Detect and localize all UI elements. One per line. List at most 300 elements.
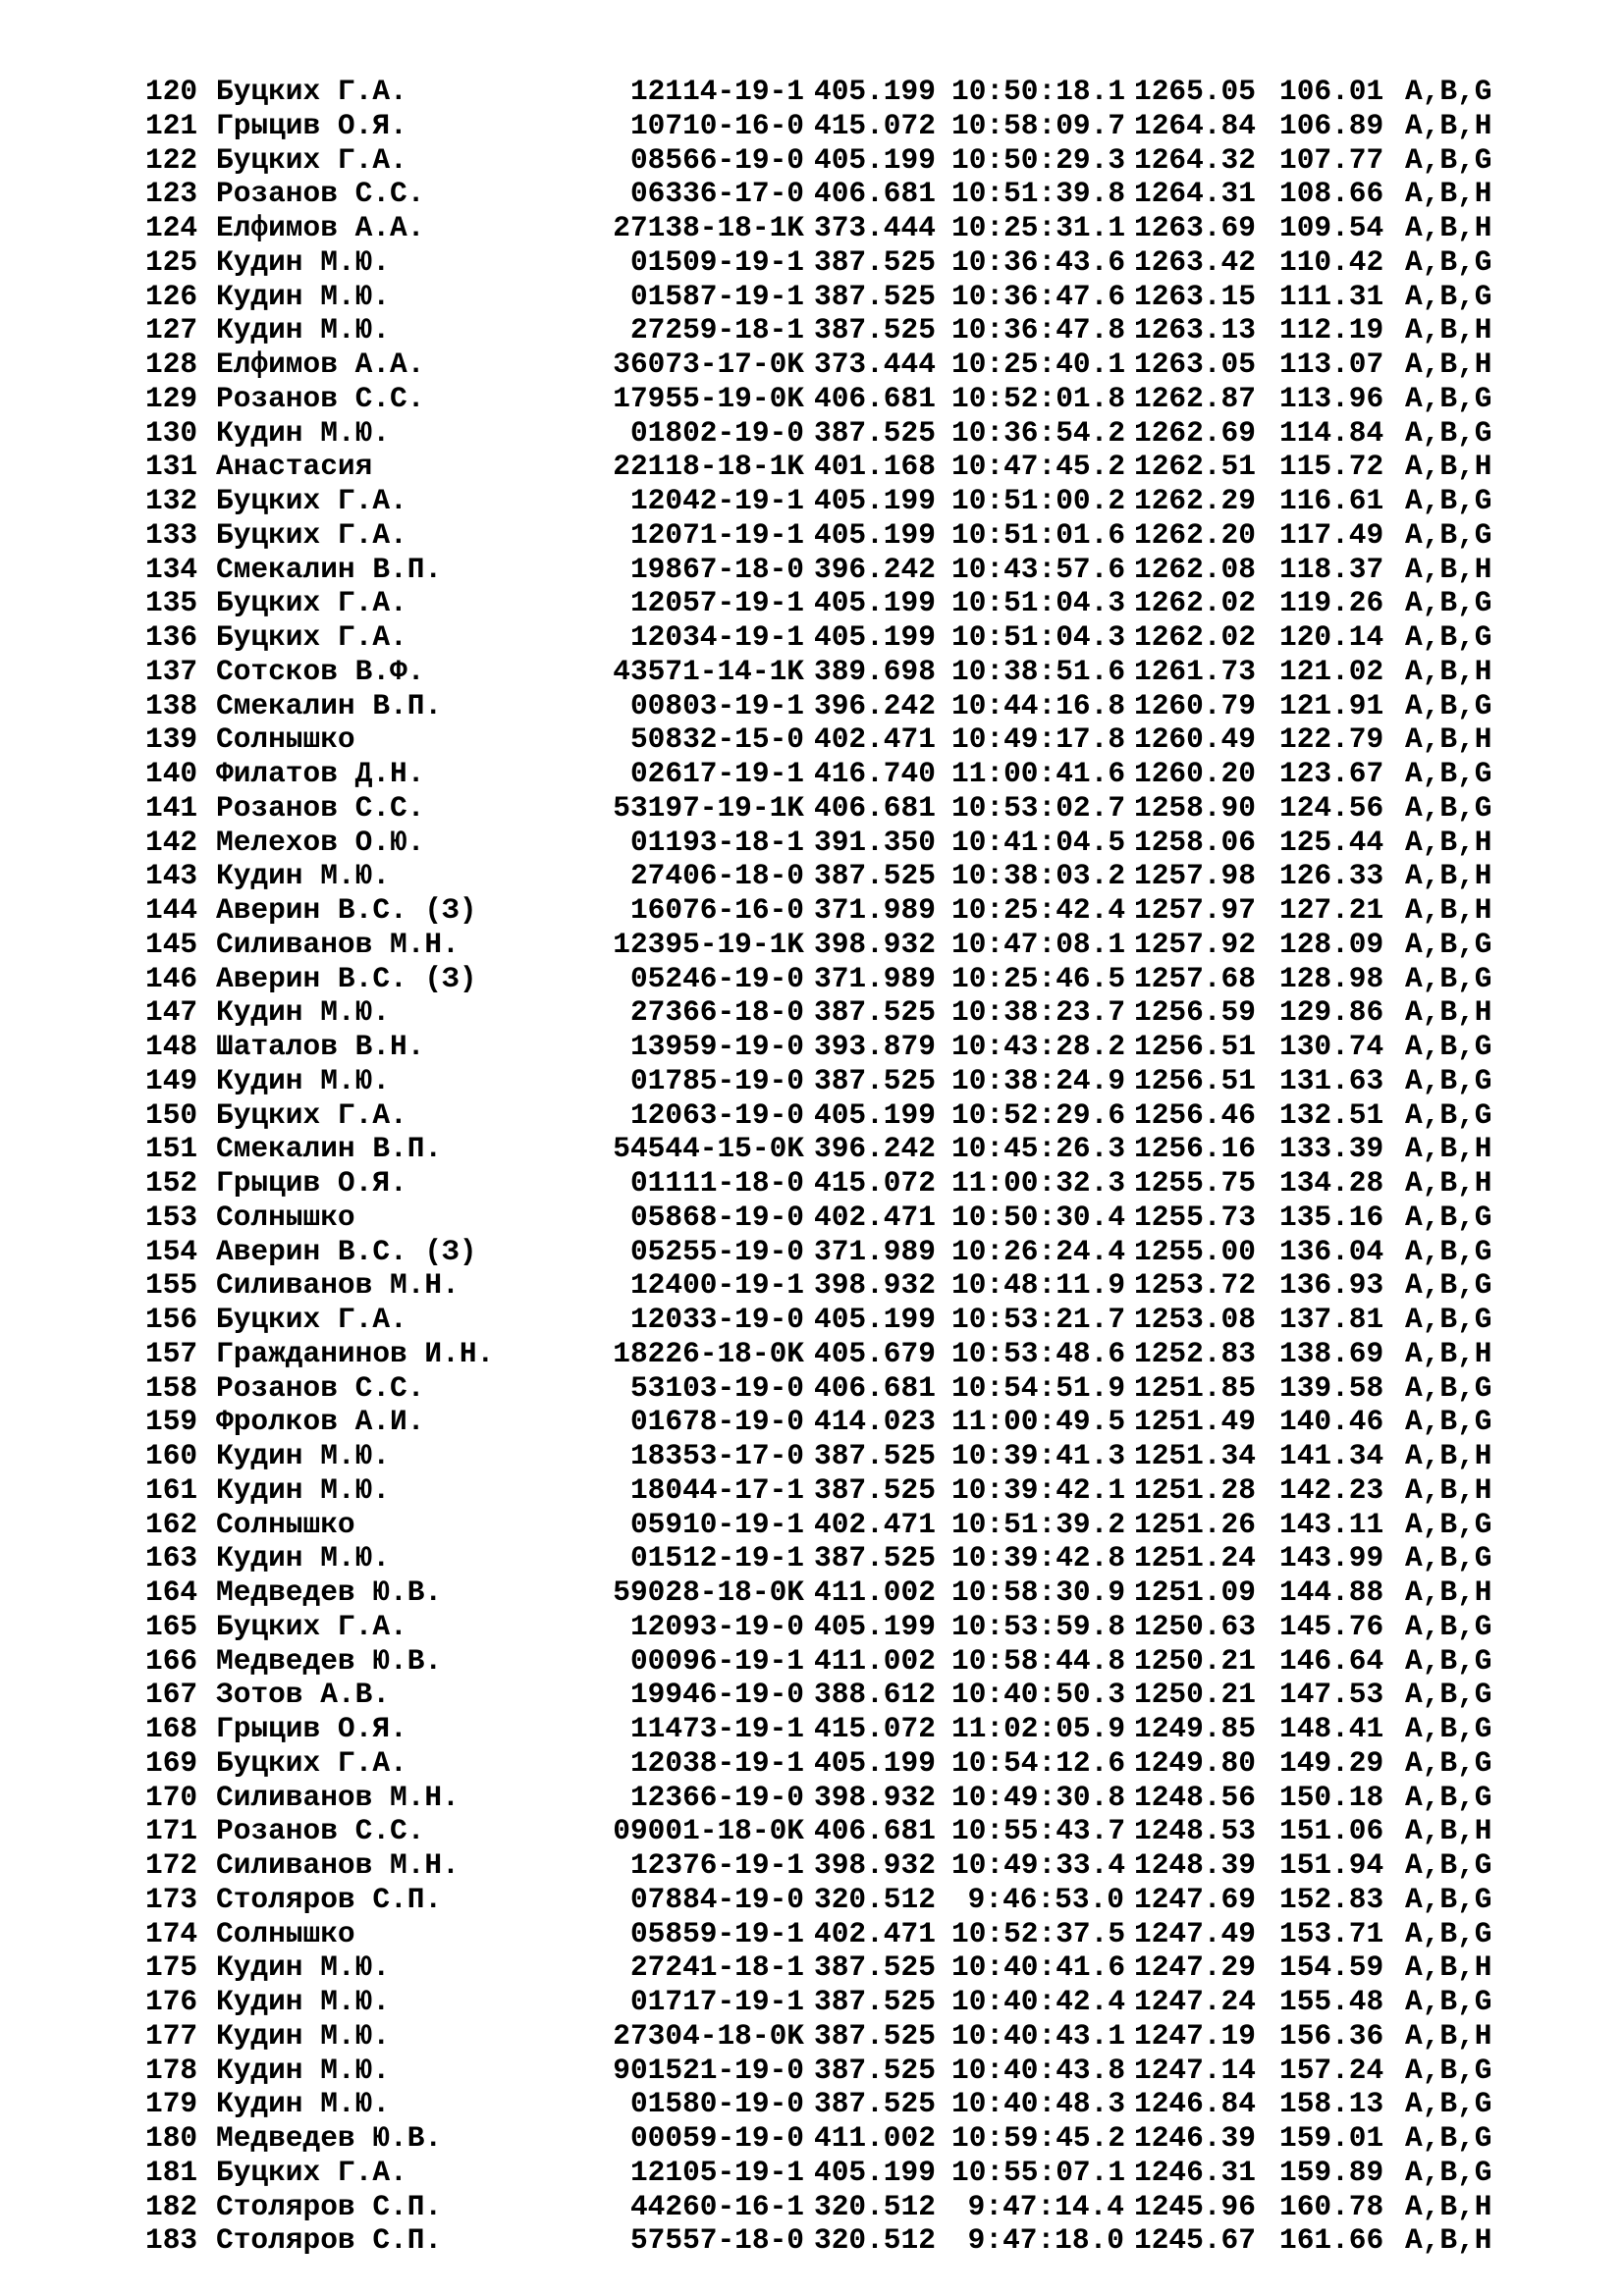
arrival-time: 9:46:53.0 bbox=[967, 1882, 1124, 1916]
speed: 1246.39 bbox=[1134, 2121, 1256, 2155]
coefficient: 149.29 bbox=[1279, 1745, 1384, 1780]
table-row bbox=[145, 689, 1559, 723]
speed: 1257.98 bbox=[1134, 859, 1256, 893]
distance: 387.525 bbox=[814, 2018, 936, 2053]
speed: 1256.51 bbox=[1134, 1030, 1256, 1063]
speed: 1250.63 bbox=[1134, 1609, 1256, 1643]
speed: 1255.00 bbox=[1134, 1234, 1256, 1268]
ring-number: 27241-18-1 bbox=[629, 1950, 804, 1985]
fancier-name: Аверин В.С. (З) bbox=[216, 1234, 477, 1268]
groups: A,B,G bbox=[1405, 1541, 1492, 1575]
place-number: 147 bbox=[145, 995, 198, 1030]
ring-number: 01580-19-0 bbox=[629, 2087, 804, 2121]
place-number: 168 bbox=[145, 1712, 198, 1745]
fancier-name: Грыцив О.Я. bbox=[216, 108, 407, 142]
coefficient: 143.11 bbox=[1279, 1507, 1384, 1541]
distance: 402.471 bbox=[814, 1916, 936, 1950]
coefficient: 148.41 bbox=[1279, 1712, 1384, 1745]
ring-number: 02617-19-1 bbox=[629, 757, 804, 790]
groups: A,B,G bbox=[1405, 75, 1492, 108]
arrival-time: 10:40:50.3 bbox=[951, 1678, 1126, 1712]
table-row bbox=[145, 655, 1559, 689]
table-row bbox=[145, 2190, 1559, 2224]
ring-number: 05910-19-1 bbox=[629, 1507, 804, 1541]
ring-number: 12042-19-1 bbox=[629, 484, 804, 517]
coefficient: 108.66 bbox=[1279, 177, 1384, 211]
table-row bbox=[145, 450, 1559, 484]
ring-number: 13959-19-0 bbox=[629, 1030, 804, 1063]
groups: A,B,H bbox=[1405, 1472, 1492, 1507]
ring-number: 12033-19-0 bbox=[629, 1303, 804, 1336]
arrival-time: 10:53:21.7 bbox=[951, 1303, 1126, 1336]
place-number: 128 bbox=[145, 347, 198, 381]
coefficient: 124.56 bbox=[1279, 790, 1384, 825]
arrival-time: 10:49:30.8 bbox=[951, 1780, 1126, 1814]
coefficient: 131.63 bbox=[1279, 1063, 1384, 1097]
speed: 1262.29 bbox=[1134, 484, 1256, 517]
fancier-name: Смекалин В.П. bbox=[216, 1132, 443, 1166]
arrival-time: 10:36:54.2 bbox=[951, 415, 1126, 450]
speed: 1251.24 bbox=[1134, 1541, 1256, 1575]
groups: A,B,G bbox=[1405, 279, 1492, 313]
ring-number: 12105-19-1 bbox=[629, 2155, 804, 2189]
groups: A,B,H bbox=[1405, 211, 1492, 244]
table-row bbox=[145, 1950, 1559, 1985]
coefficient: 152.83 bbox=[1279, 1882, 1384, 1916]
table-row bbox=[145, 928, 1559, 962]
place-number: 154 bbox=[145, 1234, 198, 1268]
place-number: 165 bbox=[145, 1609, 198, 1643]
distance: 387.525 bbox=[814, 1950, 936, 1985]
fancier-name: Буцких Г.А. bbox=[216, 484, 407, 517]
fancier-name: Кудин М.Ю. bbox=[216, 244, 391, 279]
fancier-name: Силиванов М.Н. bbox=[216, 1268, 460, 1303]
fancier-name: Розанов С.С. bbox=[216, 381, 425, 415]
fancier-name: Грыцив О.Я. bbox=[216, 1166, 407, 1200]
ring-number: 43571-14-1K bbox=[613, 654, 804, 688]
arrival-time: 10:54:12.6 bbox=[951, 1745, 1126, 1780]
place-number: 129 bbox=[145, 381, 198, 415]
coefficient: 129.86 bbox=[1279, 995, 1384, 1030]
arrival-time: 10:51:04.3 bbox=[951, 586, 1126, 620]
groups: A,B,G bbox=[1405, 1268, 1492, 1303]
coefficient: 113.96 bbox=[1279, 381, 1384, 415]
fancier-name: Розанов С.С. bbox=[216, 1814, 425, 1848]
place-number: 130 bbox=[145, 415, 198, 450]
arrival-time: 9:47:18.0 bbox=[967, 2223, 1124, 2258]
place-number: 159 bbox=[145, 1405, 198, 1439]
arrival-time: 10:39:42.8 bbox=[951, 1541, 1126, 1575]
place-number: 163 bbox=[145, 1541, 198, 1575]
distance: 387.525 bbox=[814, 279, 936, 313]
coefficient: 137.81 bbox=[1279, 1303, 1384, 1336]
table-row bbox=[145, 826, 1559, 860]
place-number: 151 bbox=[145, 1132, 198, 1166]
groups: A,B,G bbox=[1405, 1030, 1492, 1063]
arrival-time: 10:38:03.2 bbox=[951, 859, 1126, 893]
coefficient: 133.39 bbox=[1279, 1132, 1384, 1166]
distance: 405.199 bbox=[814, 620, 936, 654]
table-row bbox=[145, 313, 1559, 347]
distance: 398.932 bbox=[814, 1268, 936, 1303]
speed: 1260.49 bbox=[1134, 722, 1256, 757]
arrival-time: 10:40:48.3 bbox=[951, 2087, 1126, 2121]
fancier-name: Солнышко bbox=[216, 722, 355, 757]
ring-number: 01678-19-0 bbox=[629, 1405, 804, 1439]
groups: A,B,G bbox=[1405, 1200, 1492, 1234]
coefficient: 122.79 bbox=[1279, 722, 1384, 757]
fancier-name: Буцких Г.А. bbox=[216, 517, 407, 552]
speed: 1248.53 bbox=[1134, 1814, 1256, 1848]
arrival-time: 11:00:49.5 bbox=[951, 1405, 1126, 1439]
place-number: 120 bbox=[145, 75, 198, 108]
place-number: 152 bbox=[145, 1166, 198, 1200]
ring-number: 59028-18-0K bbox=[613, 1575, 804, 1609]
groups: A,B,G bbox=[1405, 1063, 1492, 1097]
ring-number: 18226-18-0K bbox=[613, 1336, 804, 1370]
coefficient: 142.23 bbox=[1279, 1472, 1384, 1507]
ring-number: 01193-18-1 bbox=[629, 825, 804, 859]
place-number: 156 bbox=[145, 1303, 198, 1336]
distance: 396.242 bbox=[814, 552, 936, 586]
speed: 1256.16 bbox=[1134, 1132, 1256, 1166]
groups: A,B,G bbox=[1405, 790, 1492, 825]
table-row bbox=[145, 2121, 1559, 2156]
arrival-time: 10:51:04.3 bbox=[951, 620, 1126, 654]
arrival-time: 11:02:05.9 bbox=[951, 1712, 1126, 1745]
ring-number: 12093-19-0 bbox=[629, 1609, 804, 1643]
place-number: 155 bbox=[145, 1268, 198, 1303]
speed: 1256.51 bbox=[1134, 1063, 1256, 1097]
distance: 405.199 bbox=[814, 586, 936, 620]
place-number: 176 bbox=[145, 1985, 198, 2018]
groups: A,B,G bbox=[1405, 517, 1492, 552]
coefficient: 128.09 bbox=[1279, 927, 1384, 961]
arrival-time: 10:40:43.8 bbox=[951, 2053, 1126, 2087]
groups: A,B,G bbox=[1405, 2053, 1492, 2087]
arrival-time: 10:50:30.4 bbox=[951, 1200, 1126, 1234]
ring-number: 12038-19-1 bbox=[629, 1745, 804, 1780]
ring-number: 12071-19-1 bbox=[629, 517, 804, 552]
ring-number: 05255-19-0 bbox=[629, 1234, 804, 1268]
fancier-name: Елфимов А.А. bbox=[216, 347, 425, 381]
fancier-name: Кудин М.Ю. bbox=[216, 1541, 391, 1575]
distance: 401.168 bbox=[814, 450, 936, 484]
fancier-name: Медведев Ю.В. bbox=[216, 1575, 443, 1609]
ring-number: 27304-18-0K bbox=[613, 2018, 804, 2053]
groups: A,B,H bbox=[1405, 2189, 1492, 2223]
place-number: 175 bbox=[145, 1950, 198, 1985]
table-row bbox=[145, 1712, 1559, 1746]
arrival-time: 10:52:29.6 bbox=[951, 1097, 1126, 1132]
groups: A,B,H bbox=[1405, 859, 1492, 893]
speed: 1251.49 bbox=[1134, 1405, 1256, 1439]
distance: 406.681 bbox=[814, 790, 936, 825]
ring-number: 06336-17-0 bbox=[629, 177, 804, 211]
place-number: 140 bbox=[145, 757, 198, 790]
place-number: 158 bbox=[145, 1370, 198, 1405]
groups: A,B,H bbox=[1405, 450, 1492, 484]
distance: 373.444 bbox=[814, 211, 936, 244]
arrival-time: 10:26:24.4 bbox=[951, 1234, 1126, 1268]
coefficient: 116.61 bbox=[1279, 484, 1384, 517]
speed: 1262.02 bbox=[1134, 586, 1256, 620]
table-row bbox=[145, 1985, 1559, 2019]
groups: A,B,G bbox=[1405, 381, 1492, 415]
distance: 393.879 bbox=[814, 1030, 936, 1063]
distance: 405.199 bbox=[814, 2155, 936, 2189]
arrival-time: 10:52:01.8 bbox=[951, 381, 1126, 415]
speed: 1262.08 bbox=[1134, 552, 1256, 586]
distance: 371.989 bbox=[814, 1234, 936, 1268]
ring-number: 05859-19-1 bbox=[629, 1916, 804, 1950]
groups: A,B,H bbox=[1405, 313, 1492, 347]
ring-number: 12366-19-0 bbox=[629, 1780, 804, 1814]
table-row bbox=[145, 859, 1559, 893]
table-row bbox=[145, 2054, 1559, 2088]
fancier-name: Кудин М.Ю. bbox=[216, 279, 391, 313]
fancier-name: Силиванов М.Н. bbox=[216, 1848, 460, 1882]
coefficient: 135.16 bbox=[1279, 1200, 1384, 1234]
ring-number: 36073-17-0K bbox=[613, 347, 804, 381]
arrival-time: 10:25:31.1 bbox=[951, 211, 1126, 244]
coefficient: 134.28 bbox=[1279, 1166, 1384, 1200]
speed: 1251.28 bbox=[1134, 1472, 1256, 1507]
fancier-name: Кудин М.Ю. bbox=[216, 1472, 391, 1507]
place-number: 138 bbox=[145, 688, 198, 722]
distance: 406.681 bbox=[814, 177, 936, 211]
groups: A,B,H bbox=[1405, 1950, 1492, 1985]
distance: 387.525 bbox=[814, 244, 936, 279]
speed: 1262.20 bbox=[1134, 517, 1256, 552]
table-row bbox=[145, 1883, 1559, 1917]
groups: A,B,H bbox=[1405, 1132, 1492, 1166]
distance: 405.199 bbox=[814, 484, 936, 517]
speed: 1246.84 bbox=[1134, 2087, 1256, 2121]
fancier-name: Силиванов М.Н. bbox=[216, 927, 460, 961]
groups: A,B,G bbox=[1405, 1507, 1492, 1541]
groups: A,B,G bbox=[1405, 688, 1492, 722]
speed: 1260.20 bbox=[1134, 757, 1256, 790]
ring-number: 19946-19-0 bbox=[629, 1678, 804, 1712]
place-number: 136 bbox=[145, 620, 198, 654]
groups: A,B,G bbox=[1405, 961, 1492, 995]
table-row bbox=[145, 177, 1559, 211]
arrival-time: 10:49:17.8 bbox=[951, 722, 1126, 757]
arrival-time: 10:47:45.2 bbox=[951, 450, 1126, 484]
distance: 396.242 bbox=[814, 688, 936, 722]
coefficient: 157.24 bbox=[1279, 2053, 1384, 2087]
arrival-time: 10:38:23.7 bbox=[951, 995, 1126, 1030]
speed: 1263.42 bbox=[1134, 244, 1256, 279]
groups: A,B,H bbox=[1405, 1166, 1492, 1200]
distance: 402.471 bbox=[814, 1507, 936, 1541]
distance: 414.023 bbox=[814, 1405, 936, 1439]
table-row bbox=[145, 1098, 1559, 1133]
table-row bbox=[145, 75, 1559, 109]
place-number: 166 bbox=[145, 1643, 198, 1678]
coefficient: 114.84 bbox=[1279, 415, 1384, 450]
speed: 1252.83 bbox=[1134, 1336, 1256, 1370]
place-number: 179 bbox=[145, 2087, 198, 2121]
fancier-name: Кудин М.Ю. bbox=[216, 859, 391, 893]
table-row bbox=[145, 1235, 1559, 1269]
arrival-time: 10:38:51.6 bbox=[951, 654, 1126, 688]
table-row bbox=[145, 1678, 1559, 1712]
speed: 1251.85 bbox=[1134, 1370, 1256, 1405]
distance: 320.512 bbox=[814, 1882, 936, 1916]
table-row bbox=[145, 416, 1559, 451]
speed: 1250.21 bbox=[1134, 1643, 1256, 1678]
fancier-name: Кудин М.Ю. bbox=[216, 2018, 391, 2053]
ring-number: 09001-18-0K bbox=[613, 1814, 804, 1848]
speed: 1245.96 bbox=[1134, 2189, 1256, 2223]
arrival-time: 10:50:18.1 bbox=[951, 75, 1126, 108]
distance: 387.525 bbox=[814, 2087, 936, 2121]
groups: A,B,H bbox=[1405, 177, 1492, 211]
ring-number: 12063-19-0 bbox=[629, 1097, 804, 1132]
ring-number: 12057-19-1 bbox=[629, 586, 804, 620]
ring-number: 12034-19-1 bbox=[629, 620, 804, 654]
coefficient: 151.06 bbox=[1279, 1814, 1384, 1848]
groups: A,B,H bbox=[1405, 1336, 1492, 1370]
fancier-name: Анастасия bbox=[216, 450, 373, 484]
groups: A,B,H bbox=[1405, 2223, 1492, 2258]
arrival-time: 10:48:11.9 bbox=[951, 1268, 1126, 1303]
distance: 320.512 bbox=[814, 2223, 936, 2258]
speed: 1255.73 bbox=[1134, 1200, 1256, 1234]
distance: 405.199 bbox=[814, 1303, 936, 1336]
arrival-time: 10:25:40.1 bbox=[951, 347, 1126, 381]
table-row bbox=[145, 2156, 1559, 2190]
groups: A,B,G bbox=[1405, 2155, 1492, 2189]
groups: A,B,G bbox=[1405, 1097, 1492, 1132]
place-number: 172 bbox=[145, 1848, 198, 1882]
speed: 1247.69 bbox=[1134, 1882, 1256, 1916]
coefficient: 107.77 bbox=[1279, 142, 1384, 177]
distance: 405.199 bbox=[814, 1745, 936, 1780]
groups: A,B,G bbox=[1405, 1712, 1492, 1745]
arrival-time: 10:39:41.3 bbox=[951, 1439, 1126, 1472]
coefficient: 159.01 bbox=[1279, 2121, 1384, 2155]
table-row bbox=[145, 1201, 1559, 1235]
ring-number: 22118-18-1K bbox=[613, 450, 804, 484]
fancier-name: Кудин М.Ю. bbox=[216, 1063, 391, 1097]
arrival-time: 10:53:59.8 bbox=[951, 1609, 1126, 1643]
distance: 405.199 bbox=[814, 142, 936, 177]
ring-number: 18044-17-1 bbox=[629, 1472, 804, 1507]
arrival-time: 10:38:24.9 bbox=[951, 1063, 1126, 1097]
place-number: 143 bbox=[145, 859, 198, 893]
groups: A,B,H bbox=[1405, 108, 1492, 142]
arrival-time: 10:49:33.4 bbox=[951, 1848, 1126, 1882]
arrival-time: 10:41:04.5 bbox=[951, 825, 1126, 859]
arrival-time: 10:53:02.7 bbox=[951, 790, 1126, 825]
groups: A,B,G bbox=[1405, 1780, 1492, 1814]
arrival-time: 10:59:45.2 bbox=[951, 2121, 1126, 2155]
speed: 1256.46 bbox=[1134, 1097, 1256, 1132]
speed: 1245.67 bbox=[1134, 2223, 1256, 2258]
groups: A,B,G bbox=[1405, 1303, 1492, 1336]
place-number: 132 bbox=[145, 484, 198, 517]
arrival-time: 11:00:41.6 bbox=[951, 757, 1126, 790]
ring-number: 19867-18-0 bbox=[629, 552, 804, 586]
coefficient: 156.36 bbox=[1279, 2018, 1384, 2053]
fancier-name: Розанов С.С. bbox=[216, 177, 425, 211]
arrival-time: 10:45:26.3 bbox=[951, 1132, 1126, 1166]
distance: 387.525 bbox=[814, 1472, 936, 1507]
place-number: 139 bbox=[145, 722, 198, 757]
speed: 1253.08 bbox=[1134, 1303, 1256, 1336]
arrival-time: 10:55:07.1 bbox=[951, 2155, 1126, 2189]
table-row bbox=[145, 995, 1559, 1030]
distance: 406.681 bbox=[814, 1370, 936, 1405]
table-row bbox=[145, 1371, 1559, 1406]
place-number: 123 bbox=[145, 177, 198, 211]
coefficient: 110.42 bbox=[1279, 244, 1384, 279]
ring-number: 01717-19-1 bbox=[629, 1985, 804, 2018]
table-row bbox=[145, 1917, 1559, 1951]
fancier-name: Сотсков В.Ф. bbox=[216, 654, 425, 688]
coefficient: 140.46 bbox=[1279, 1405, 1384, 1439]
groups: A,B,G bbox=[1405, 757, 1492, 790]
fancier-name: Елфимов А.А. bbox=[216, 211, 425, 244]
place-number: 167 bbox=[145, 1678, 198, 1712]
table-row bbox=[145, 791, 1559, 826]
arrival-time: 10:25:42.4 bbox=[951, 893, 1126, 927]
coefficient: 111.31 bbox=[1279, 279, 1384, 313]
distance: 387.525 bbox=[814, 2053, 936, 2087]
place-number: 124 bbox=[145, 211, 198, 244]
fancier-name: Шаталов В.Н. bbox=[216, 1030, 425, 1063]
coefficient: 117.49 bbox=[1279, 517, 1384, 552]
distance: 387.525 bbox=[814, 1439, 936, 1472]
groups: A,B,H bbox=[1405, 995, 1492, 1030]
place-number: 174 bbox=[145, 1916, 198, 1950]
coefficient: 132.51 bbox=[1279, 1097, 1384, 1132]
fancier-name: Мелехов О.Ю. bbox=[216, 825, 425, 859]
distance: 388.612 bbox=[814, 1678, 936, 1712]
coefficient: 160.78 bbox=[1279, 2189, 1384, 2223]
distance: 411.002 bbox=[814, 1643, 936, 1678]
groups: A,B,H bbox=[1405, 1814, 1492, 1848]
ring-number: 901521-19-0 bbox=[613, 2053, 804, 2087]
speed: 1262.87 bbox=[1134, 381, 1256, 415]
coefficient: 118.37 bbox=[1279, 552, 1384, 586]
fancier-name: Кудин М.Ю. bbox=[216, 995, 391, 1030]
arrival-time: 10:44:16.8 bbox=[951, 688, 1126, 722]
table-row bbox=[145, 143, 1559, 178]
table-row bbox=[145, 1268, 1559, 1303]
fancier-name: Розанов С.С. bbox=[216, 790, 425, 825]
coefficient: 123.67 bbox=[1279, 757, 1384, 790]
fancier-name: Буцких Г.А. bbox=[216, 75, 407, 108]
distance: 411.002 bbox=[814, 2121, 936, 2155]
coefficient: 159.89 bbox=[1279, 2155, 1384, 2189]
arrival-time: 10:40:42.4 bbox=[951, 1985, 1126, 2018]
distance: 415.072 bbox=[814, 1712, 936, 1745]
speed: 1262.69 bbox=[1134, 415, 1256, 450]
ring-number: 18353-17-0 bbox=[629, 1439, 804, 1472]
coefficient: 143.99 bbox=[1279, 1541, 1384, 1575]
distance: 387.525 bbox=[814, 1063, 936, 1097]
distance: 387.525 bbox=[814, 1541, 936, 1575]
place-number: 148 bbox=[145, 1030, 198, 1063]
fancier-name: Кудин М.Ю. bbox=[216, 415, 391, 450]
groups: A,B,H bbox=[1405, 1439, 1492, 1472]
ring-number: 01512-19-1 bbox=[629, 1541, 804, 1575]
coefficient: 161.66 bbox=[1279, 2223, 1384, 2258]
